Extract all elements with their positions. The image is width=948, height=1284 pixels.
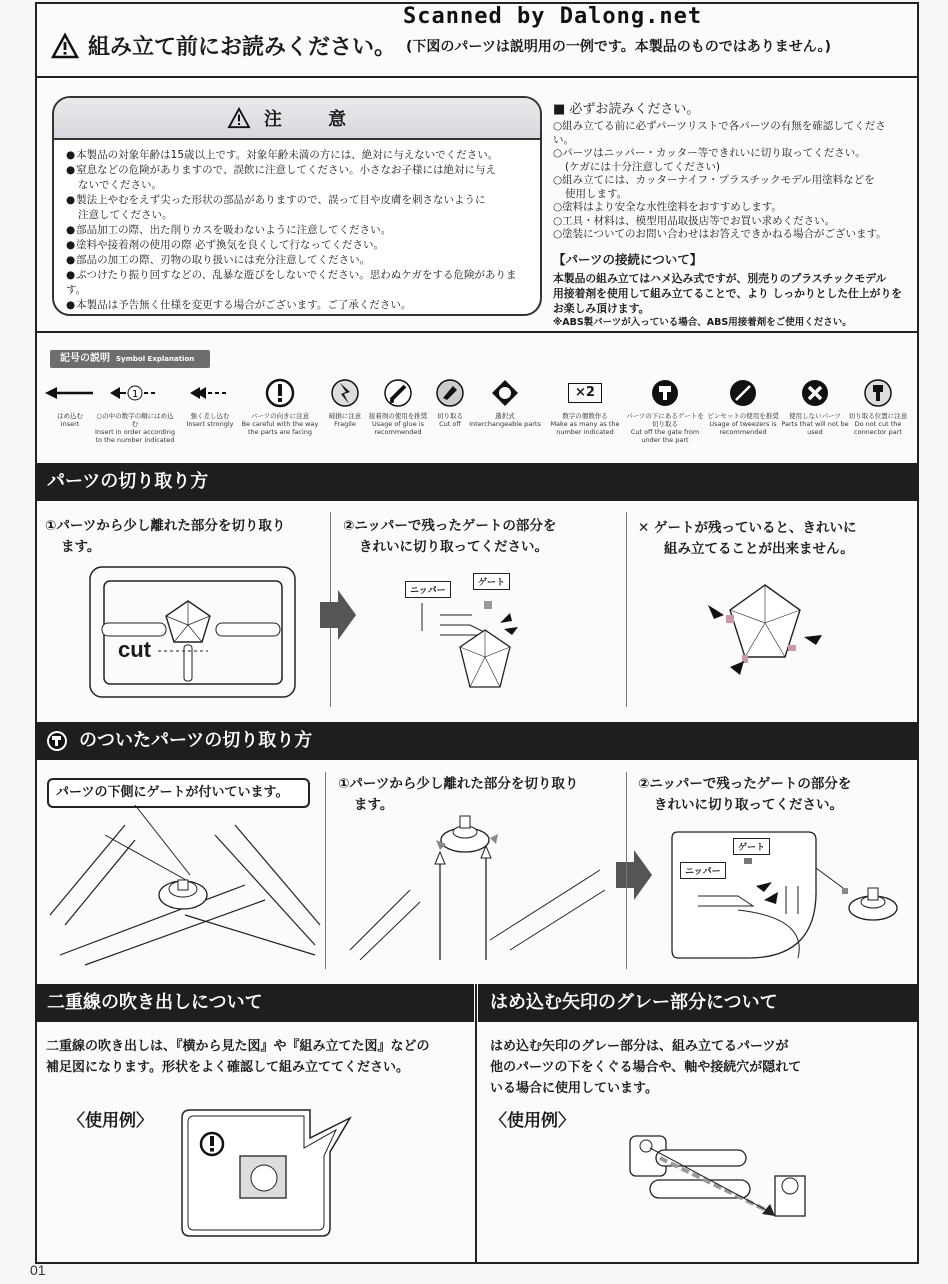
symbol-label-en: Fragile [334, 420, 356, 428]
cut-step-2 [343, 516, 556, 558]
tweezers-icon [728, 378, 758, 408]
section-cut-heading: パーツの切り取り方 [35, 463, 919, 501]
caution-item: ● ぶつけたり振り回すなどの、乱暴な遊びをしないでください。思わぬケガをする危険があります。 [66, 268, 528, 298]
symbol-label: ピンセットの使用を推奨 [707, 412, 779, 420]
symbol-label: 使用しないパーツ [789, 412, 841, 420]
caution-item: ● 窒息などの危険がありますので、誤飲に注意してください。小さなお子様には絶対に与え [66, 163, 528, 178]
section-gray-heading: はめ込む矢印のグレー部分について [478, 984, 919, 1022]
under-step-2-line: きれいに切り取ってください。 [654, 797, 843, 813]
symbol-multiply [545, 376, 625, 436]
title-text: 組み立て前にお読みください。 [88, 35, 397, 60]
multiply-icon: ×2 [568, 383, 602, 403]
symbol-ordered-insert [95, 376, 175, 444]
cut-step-2-line: ②ニッパーで残ったゲートの部分を [343, 518, 557, 534]
symbol-label: 選択式 [495, 412, 515, 420]
cut-label: cut [118, 637, 151, 662]
page-number: 01 [30, 1262, 46, 1278]
next-arrow-icon [614, 850, 654, 900]
divider [35, 76, 919, 78]
page-title [52, 30, 831, 61]
symbol-label-en: Insert [60, 420, 80, 428]
readme-item: ○工具・材料は、模型用品取扱店等でお買い求めください。 [553, 214, 836, 227]
warning-icon [228, 108, 250, 128]
title-subtitle: (下図のパーツは説明用の一例です。本製品のものではありません。) [406, 38, 831, 55]
section-bubble-heading: 二重線の吹き出しについて [35, 984, 474, 1022]
symbol-tweezers [703, 376, 783, 436]
symbol-label-en: Insert strongly [186, 420, 234, 428]
symbol-label-en: Do not cut the connector part [854, 420, 902, 436]
symbol-label-en: Usage of glue is recommended [372, 420, 424, 436]
gate-label: ゲート [473, 573, 510, 590]
symbol-label: 切り取る [437, 412, 463, 420]
symbol-label-en: Insert in order according to the number indicated [95, 428, 175, 444]
direction-warning-icon [265, 378, 295, 408]
bubble-line: 補足図になります。形状をよく確認して組み立ててください。 [46, 1060, 409, 1075]
caution-item: ないでください。 [78, 179, 162, 191]
fragile-icon [330, 378, 360, 408]
readme-item: 使用します。 [565, 187, 628, 200]
bubble-example-label: 〈使用例〉 [68, 1111, 153, 1131]
under-gate-icon [650, 378, 680, 408]
gray-line: いる場合に使用しています。 [490, 1081, 658, 1096]
readme-item: ○塗装についてのお問い合わせはお答えできかねる場合がございます。 [553, 228, 887, 240]
readme-item: ○組み立てる前に必ずパーツリストで各パーツの有無を確認してください。 [553, 120, 886, 146]
cut-step-1-line: ①パーツから少し離れた部分を切り取り [45, 518, 286, 534]
caution-item: ● 本製品は予告無く仕様を変更する場合がございます。ご了承ください。 [66, 298, 528, 313]
symbol-label-en: Make as many as the number indicated [550, 420, 620, 436]
divider [626, 512, 627, 707]
unused-part-icon [800, 378, 830, 408]
connect-line: お楽しみ頂けます。 [553, 301, 650, 315]
caution-item: ● 本製品の対象年齢は15歳以上です。対象年齢未満の方には、絶対に与えないでください。 [66, 148, 528, 163]
connect-line: 本製品の組み立てはハメ込み式ですが、別売りのプラスチックモデル [553, 271, 887, 285]
gate-label: ゲート [733, 838, 770, 855]
under-nipper-illustration [668, 828, 908, 963]
symbol-under-gate [625, 376, 705, 444]
watermark: Scanned by Dalong.net [403, 4, 703, 29]
symbol-interchangeable [465, 376, 545, 428]
caution-item: ● 部品加工の際、出た削りカスを吸わないように注意してください。 [66, 223, 528, 238]
gray-description [490, 1036, 801, 1099]
symbol-label: 接着剤の使用を推奨 [368, 412, 428, 420]
symbol-label: 破損に注意 [328, 412, 362, 420]
caution-item: ● 部品の加工の際、刃物の取り扱いには充分注意してください。 [66, 253, 528, 268]
cut-step-2-line: きれいに切り取ってください。 [359, 539, 548, 555]
connector-warning-icon [863, 378, 893, 408]
nipper-label: ニッパー [405, 581, 451, 598]
divider [475, 984, 477, 1264]
under-runner-illustration [45, 805, 320, 970]
symbol-label-en: Cut off the gate from under the part [630, 428, 700, 444]
gray-line: 他のパーツの下をくぐる場合や、軸や接続穴が隠れて [490, 1060, 802, 1075]
bubble-description [46, 1036, 430, 1078]
symbol-label: 数字の個数作る [562, 412, 608, 420]
symbol-title [50, 350, 210, 368]
nipper-label: ニッパー [680, 862, 726, 879]
readme-item: ○塗料はより安全な水性塗料をおすすめします。 [553, 201, 782, 213]
ordered-insert-icon [110, 385, 160, 401]
under-step-1-line: ます。 [354, 797, 394, 813]
caution-heading-text: 注 意 [263, 109, 367, 130]
cut-step-1 [45, 516, 285, 558]
cut-step-3-line: ✕ ゲートが残っていると、きれいに [638, 520, 857, 536]
connect-heading: 【パーツの接続について】 [553, 251, 703, 267]
cut-off-icon [435, 378, 465, 408]
nipper-illustration [400, 595, 530, 695]
divider [325, 772, 326, 969]
caution-list [54, 140, 540, 313]
caution-item: ● 製法上やむをえず尖った形状の部品がありますので、誤って目や皮膚を刺さないように [66, 193, 528, 208]
symbol-strong-insert [170, 376, 250, 428]
under-step-1-line: ①パーツから少し離れた部分を切り取り [338, 776, 579, 792]
readme-heading: ■ 必ずお読みください。 [553, 102, 700, 117]
symbol-label-en: Cut off [439, 420, 461, 428]
readme-item: ○パーツはニッパー・カッター等できれいに切り取ってください。 [553, 147, 866, 159]
symbol-title-en: Symbol Explanation [116, 355, 195, 363]
cut-step-3-line: 組み立てることが出来ません。 [664, 541, 854, 557]
readme-item: (ケガには十分注意してください) [565, 160, 720, 173]
symbol-title-jp: 記号の説明 [60, 353, 110, 364]
svg-text:1: 1 [132, 389, 139, 400]
caution-item: ● 塗料や接着剤の使用の際 必ず換気を良くして行なってください。 [66, 238, 528, 253]
connect-line: 用接着剤を使用して組み立てることで、より しっかりとした仕上がりを [553, 286, 903, 300]
gray-example-label: 〈使用例〉 [490, 1111, 575, 1131]
caution-box [52, 96, 542, 316]
insert-arrow-icon [45, 387, 95, 399]
symbol-label: パーツの下にあるゲートを切り取る [626, 412, 704, 428]
caution-item: 注意してください。 [78, 209, 173, 221]
under-step-2-line: ②ニッパーで残ったゲートの部分を [638, 776, 852, 792]
symbol-label: パーツの向きに注意 [250, 412, 310, 420]
caution-heading [54, 98, 540, 140]
symbol-label: はめ込む [57, 412, 83, 420]
bad-gate-illustration [700, 575, 830, 685]
divider [35, 331, 919, 333]
connect-note: ※ABS製パーツが入っている場合、ABS用接着剤をご使用ください。 [553, 316, 852, 328]
next-arrow-icon [318, 590, 358, 640]
warning-icon [52, 34, 78, 58]
divider [626, 772, 627, 969]
interchangeable-icon [490, 378, 520, 408]
readme-section [553, 98, 903, 329]
runner-illustration [88, 565, 298, 700]
under-gate-icon [46, 730, 68, 752]
cut-step-1-line: ます。 [61, 539, 101, 555]
cut-step-3 [638, 518, 857, 560]
gray-line: はめ込む矢印のグレー部分は、組み立てるパーツが [490, 1039, 789, 1054]
under-cut-illustration [340, 810, 610, 970]
symbol-label-en: Be careful with the way the parts are facing [241, 420, 319, 436]
glue-icon [383, 378, 413, 408]
bubble-line: 二重線の吹き出しは、『横から見た図』や『組み立てた図』などの [46, 1039, 430, 1054]
gray-arrow-illustration [620, 1128, 820, 1228]
symbol-label: ○の中の数字の順にはめ込む [96, 412, 174, 428]
symbol-connector [838, 376, 918, 436]
under-step-2 [638, 774, 851, 816]
readme-item: ○組み立てには、カッターナイフ・プラスチックモデル用塗料などを [553, 174, 875, 186]
symbol-label: 強く差し込む [190, 412, 230, 420]
strong-insert-icon [190, 387, 230, 399]
symbol-label-en: Interchangeable parts [469, 420, 541, 428]
double-line-bubble-illustration [180, 1108, 380, 1240]
gate-callout: パーツの下側にゲートが付いています。 [47, 778, 310, 808]
section-under-heading-text: のついたパーツの切り取り方 [79, 730, 313, 751]
section-under-heading [35, 722, 919, 760]
symbol-label: 切り取る位置に注意 [848, 412, 908, 420]
symbol-label-en: Usage of tweezers is recommended [709, 420, 777, 436]
symbol-label-en: Parts that will not be used [781, 420, 849, 436]
